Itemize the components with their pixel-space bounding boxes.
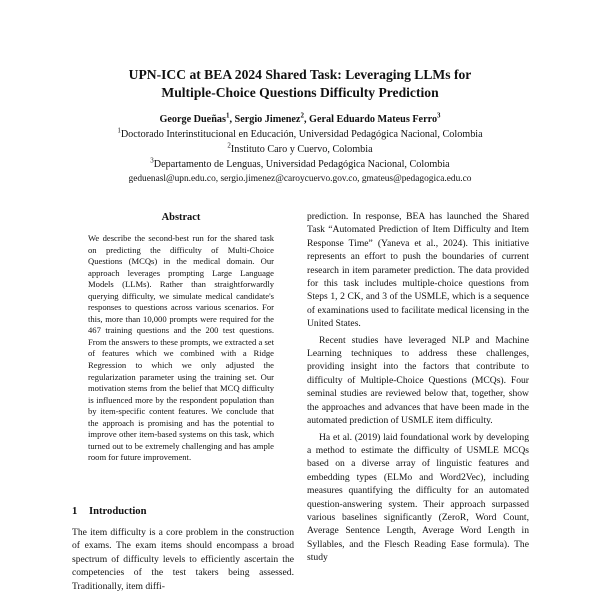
affiliation-2-marker: 2 <box>227 141 231 150</box>
author-block <box>0 112 600 187</box>
affiliation-3-marker: 3 <box>150 156 154 165</box>
affiliation-3 <box>0 157 600 172</box>
author-1: George Dueñas <box>159 114 226 125</box>
author-1-affil: 1 <box>225 111 230 120</box>
author-emails[interactable]: geduenasl@upn.edu.co, sergio.jimenez@caroycuervo.gov.co, gmateus@pedagogica.edu.co <box>128 174 472 184</box>
author-separator: , <box>229 114 235 125</box>
author-2: Sergio Jimenez <box>234 114 301 125</box>
section-heading-introduction <box>72 506 147 517</box>
abstract-text: We describe the second-best run for the shared task on predicting the difficulty of Multi-Choice Questions (MCQs) in the medical domain. Our approach leverages prompting Large Language Models (LLMs). Rather than straightforwardly querying difficulty, we simulate medical candidate's responses to questions across various scenarios. For this, more than 10,000 prompts were required for the 467 training questions and the 200 test questions. From the answers to these prompts, we extracted a set of features which we combined with a Ridge Regression to which we only adjusted the regularization parameter using the training set. Our motivation stems from the belief that MCQ difficulty is influenced more by the respondent population than by item-specific content features. We conclude that the approach is promising and has the potential to improve other item-based systems on this task, which turned out to be extremely challenging and has ample room for future improvement. <box>88 233 274 463</box>
affiliation-1 <box>0 127 600 142</box>
author-names <box>0 112 600 127</box>
right-paragraph-1: prediction. In response, BEA has launched the Shared Task “Automated Prediction of Item Difficulty and Item Response Time” (Yaneva et al., 2024). This initiative represents an effort to push the boundaries of current research in item parameter prediction. The data provided for this task includes multiple-choice questions from Steps 1, 2 CK, and 3 of the USMLE, which is a sequence of examinations used to facilitate medical licensing in the United States. <box>307 211 529 330</box>
author-separator: , <box>303 114 310 125</box>
author-2-affil: 2 <box>300 111 304 120</box>
author-3-affil: 3 <box>437 111 441 120</box>
introduction-paragraph: The item difficulty is a core problem in the construction of exams. The exam items should encompass a broad spectrum of difficulty levels to efficiently ascertain the competencies of the test takers being assessed. Traditionally, item diffi- <box>72 527 294 592</box>
author-3: Geral Eduardo Mateus Ferro <box>309 114 438 125</box>
right-paragraph-2: Recent studies have leveraged NLP and Machine Learning techniques to address these challenges, providing insight into the factors that contribute to difficulty of Multiple-Choice Questions (MCQs). Four seminal studies are reviewed below that, together, show the approaches and advances that have been made in the automated prediction of USMLE item difficulty. <box>307 334 529 427</box>
affiliation-1-marker: 1 <box>117 126 121 135</box>
affiliation-1-text: Doctorado Interinstitucional en Educación, Universidad Pedagógica Nacional, Colombia <box>120 129 483 140</box>
section-number: 1 <box>72 506 78 517</box>
title-line-2: Multiple-Choice Questions Difficulty Prediction <box>161 85 439 100</box>
affiliation-2 <box>0 142 600 157</box>
section-title: Introduction <box>89 506 147 517</box>
affiliation-2-text: Instituto Caro y Cuervo, Colombia <box>230 144 373 155</box>
right-column <box>307 210 529 565</box>
affiliation-3-text: Departamento de Lenguas, Universidad Pedagógica Nacional, Colombia <box>153 159 450 170</box>
title-line-1: UPN-ICC at BEA 2024 Shared Task: Leveraging LLMs for <box>128 67 472 82</box>
abstract-heading: Abstract <box>161 212 201 223</box>
right-paragraph-3: Ha et al. (2019) laid foundational work by developing a method to estimate the difficulty of USMLE MCQs based on a diverse array of linguistic features and embedding types (ELMo and Word2Vec), including measures quantifying the difficulty for an automated question-answering system. Their approach surpassed various baselines significantly (ZeroR, Word Count, Average Sentence Length, Average Word Length in Syllables, and the Flesch Reading Ease formula). The study <box>307 431 529 564</box>
paper-title <box>0 66 600 102</box>
